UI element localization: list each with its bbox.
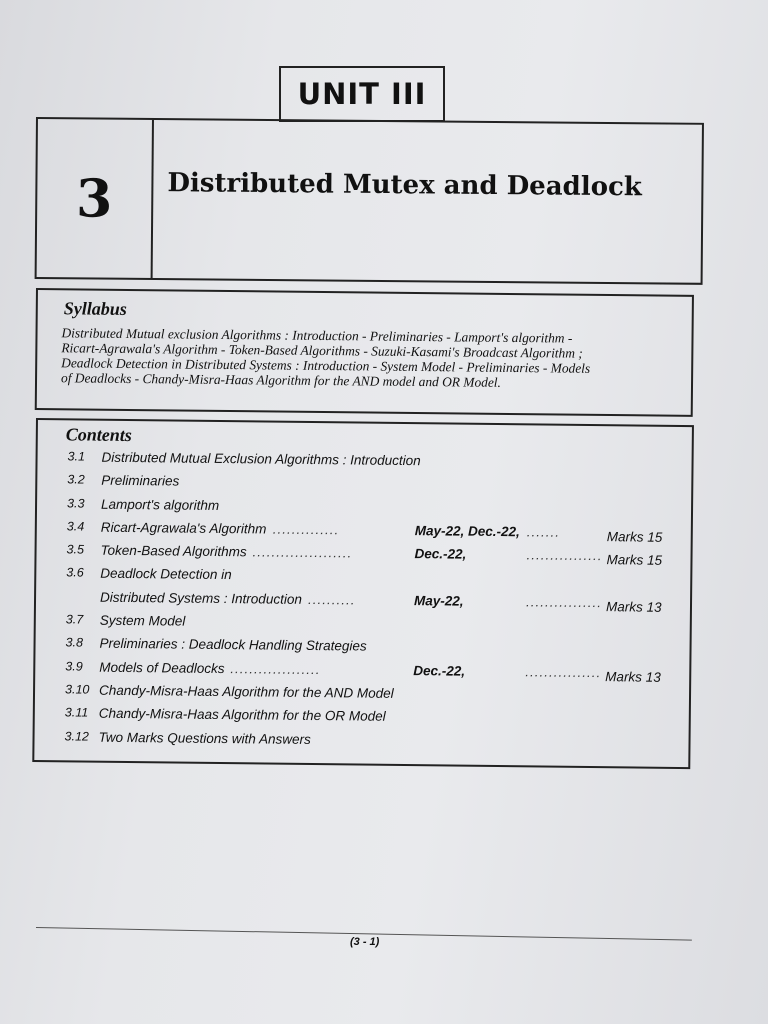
syllabus-box: [35, 288, 694, 417]
contents-item-leader: ..........: [307, 591, 356, 608]
syllabus-line: of Deadlocks - Chandy-Misra-Haas Algorithm for the AND model and OR Model.: [60, 370, 501, 390]
contents-item-exam: Dec.-22,: [413, 662, 466, 679]
contents-item-marks: Marks 15: [606, 529, 663, 545]
syllabus-heading: Syllabus: [63, 298, 127, 319]
syllabus-line: Ricart-Agrawala's Algorithm - Token-Based Algorithms - Suzuki-Kasami's Broadcast Algorithm ;: [61, 340, 583, 361]
contents-item-leader: ................: [525, 663, 602, 680]
contents-item-leader: ...................: [230, 660, 321, 677]
chapter-title: Distributed Mutex and Deadlock: [167, 168, 643, 203]
contents-item-marks: Marks 15: [606, 552, 663, 568]
contents-list: [64, 449, 683, 759]
contents-item-exam: Dec.-22,: [414, 546, 467, 562]
contents-item-exam: May-22, Dec.-22,: [414, 522, 520, 540]
contents-item-title: Models of Deadlocks: [99, 659, 225, 676]
contents-item-leader: .....................: [252, 544, 353, 561]
contents-item-number: 3.9: [65, 659, 83, 674]
contents-heading: Contents: [65, 424, 132, 446]
contents-item-number: 3.7: [65, 612, 84, 627]
contents-item-title: Chandy-Misra-Haas Algorithm for the OR Model: [98, 705, 386, 725]
contents-item-number: 3.1: [67, 449, 86, 464]
contents-item-number: 3.4: [66, 519, 85, 534]
syllabus-line: Distributed Mutual exclusion Algorithms : Introduction - Preliminaries - Lamport's algorithm -: [61, 325, 573, 346]
contents-item-number: 3.11: [64, 705, 89, 720]
contents-item-exam: May-22,: [413, 592, 464, 609]
contents-item-title: Lamport's algorithm: [100, 496, 220, 513]
contents-item-number: 3.3: [67, 495, 85, 511]
contents-item-title: Ricart-Agrawala's Algorithm: [100, 519, 267, 537]
contents-item-number: 3.5: [66, 542, 85, 557]
contents-item-title: Distributed Mutual Exclusion Algorithms : Introduction: [101, 449, 421, 469]
chapter-header: [35, 117, 704, 285]
contents-box: [32, 418, 694, 769]
contents-item-title: Chandy-Misra-Haas Algorithm for the AND Model: [98, 682, 394, 701]
contents-item-title: Preliminaries: [101, 473, 180, 489]
contents-item-marks: Marks 13: [605, 598, 662, 615]
contents-item-leader: ................: [525, 594, 603, 610]
contents-item-number: 3.2: [67, 472, 85, 487]
contents-item-leader: ................: [526, 547, 603, 564]
contents-item-title: System Model: [99, 612, 186, 629]
syllabus-line: Deadlock Detection in Distributed Systems : Introduction - System Model - Preliminaries - Models: [61, 355, 591, 376]
contents-item-number: 3.10: [64, 682, 90, 697]
contents-item-title: Distributed Systems : Introduction: [99, 589, 302, 607]
contents-item-title: Two Marks Questions with Answers: [98, 729, 311, 747]
contents-item-title: Deadlock Detection in: [100, 566, 232, 583]
contents-item-marks: Marks 13: [605, 668, 661, 685]
contents-item-title: Token-Based Algorithms: [100, 542, 247, 560]
unit-label: UNIT III: [279, 66, 445, 122]
page-number: (3 - 1): [350, 936, 380, 948]
contents-item-number: 3.12: [64, 728, 89, 744]
contents-item-leader: ..............: [272, 521, 340, 538]
syllabus-text: [61, 325, 682, 391]
contents-item-number: 3.6: [66, 565, 84, 581]
contents-item-leader: .......: [526, 524, 561, 540]
contents-item-number: 3.8: [65, 635, 84, 650]
contents-item-title: Preliminaries : Deadlock Handling Strategies: [99, 636, 367, 654]
chapter-number: 3: [37, 119, 154, 278]
